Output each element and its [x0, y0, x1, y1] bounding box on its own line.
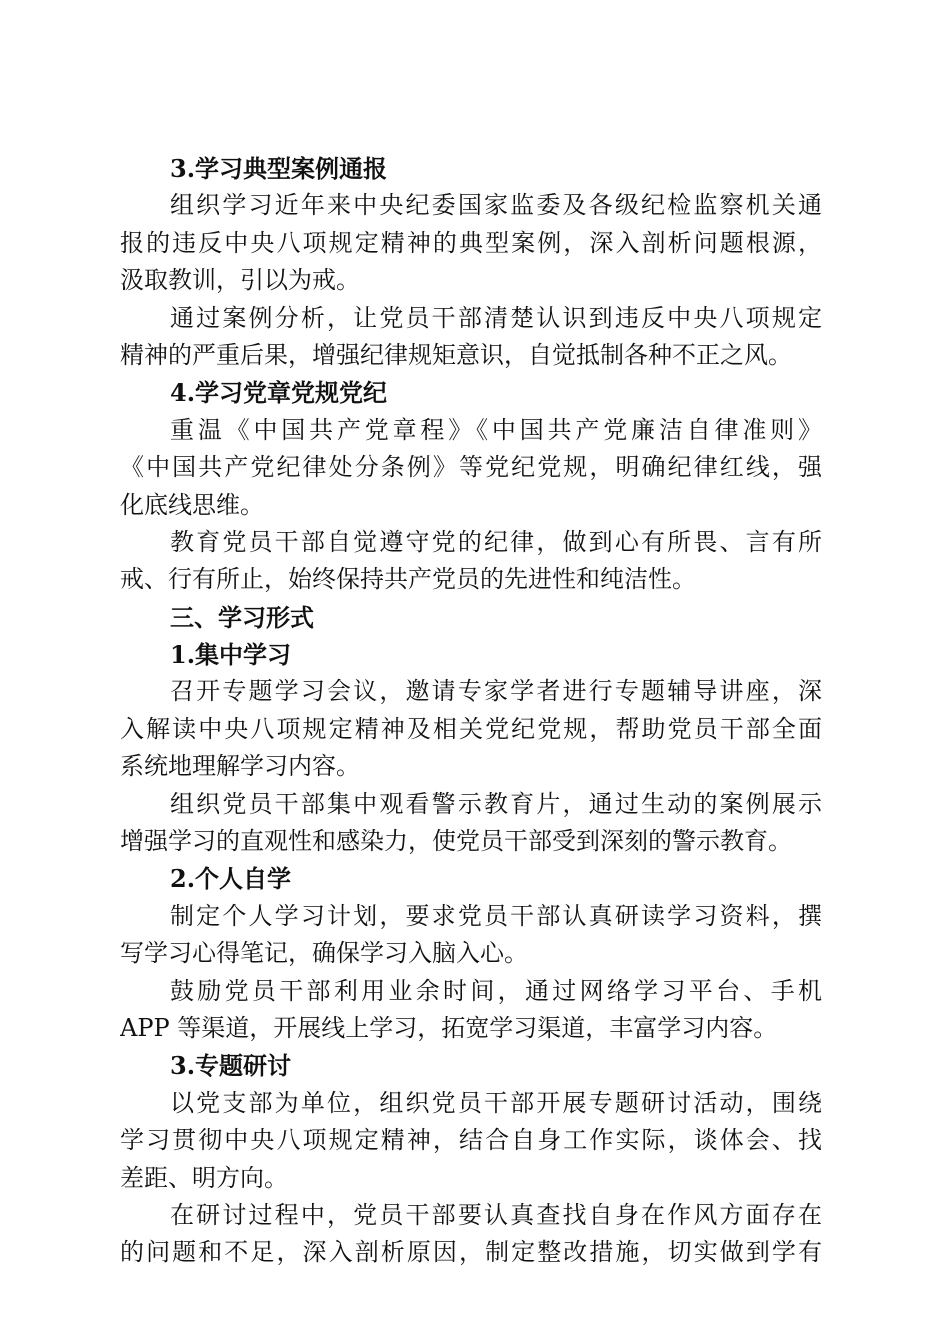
section-heading: 2.个人自学	[170, 864, 292, 894]
section-heading: 1.集中学习	[170, 640, 292, 670]
paragraph-line: 组织党员干部集中观看警示教育片，通过生动的案例展示	[170, 789, 822, 818]
paragraph-line: 汲取教训，引以为戒。	[120, 266, 360, 295]
paragraph-line: 组织学习近年来中央纪委国家监委及各级纪检监察机关通	[170, 191, 822, 220]
paragraph-line: 化底线思维。	[120, 490, 264, 519]
paragraph-line: 入解读中央八项规定精神及相关党纪党规，帮助党员干部全面	[120, 714, 822, 743]
section-heading: 4.学习党章党规党纪	[170, 378, 388, 408]
section-heading: 三、学习形式	[170, 602, 314, 632]
paragraph-line: 精神的严重后果，增强纪律规矩意识，自觉抵制各种不正之风。	[120, 340, 792, 369]
paragraph-line: 差距、明方向。	[120, 1163, 288, 1192]
paragraph-line: 鼓励党员干部利用业余时间，通过网络学习平台、手机	[170, 976, 822, 1005]
paragraph-line: APP 等渠道，开展线上学习，拓宽学习渠道，丰富学习内容。	[120, 1013, 778, 1042]
paragraph-line: 戒、行有所止，始终保持共产党员的先进性和纯洁性。	[120, 565, 696, 594]
paragraph-line: 报的违反中央八项规定精神的典型案例，深入剖析问题根源，	[120, 228, 822, 257]
paragraph-line: 写学习心得笔记，确保学习入脑入心。	[120, 939, 528, 968]
paragraph-line: 学习贯彻中央八项规定精神，结合自身工作实际，谈体会、找	[120, 1126, 822, 1155]
paragraph-line: 系统地理解学习内容。	[120, 752, 360, 781]
paragraph-line: 在研讨过程中，党员干部要认真查找自身在作风方面存在	[170, 1200, 822, 1229]
paragraph-line: 《中国共产党纪律处分条例》等党纪党规，明确纪律红线，强	[120, 453, 822, 482]
paragraph-line: 召开专题学习会议，邀请专家学者进行专题辅导讲座，深	[170, 677, 822, 706]
paragraph-line: 的问题和不足，深入剖析原因，制定整改措施，切实做到学有	[120, 1238, 822, 1267]
document-body	[120, 150, 822, 1272]
paragraph-line: 重温《中国共产党章程》《中国共产党廉洁自律准则》	[170, 415, 822, 444]
paragraph-line: 以党支部为单位，组织党员干部开展专题研讨活动，围绕	[170, 1088, 822, 1117]
paragraph-line: 通过案例分析，让党员干部清楚认识到违反中央八项规定	[170, 303, 822, 332]
paragraph-line: 增强学习的直观性和感染力，使党员干部受到深刻的警示教育。	[120, 827, 792, 856]
paragraph-line: 制定个人学习计划，要求党员干部认真研读学习资料，撰	[170, 901, 822, 930]
paragraph-line: 教育党员干部自觉遵守党的纪律，做到心有所畏、言有所	[170, 527, 822, 556]
section-heading: 3.学习典型案例通报	[170, 154, 388, 183]
section-heading: 3.专题研讨	[170, 1051, 292, 1081]
